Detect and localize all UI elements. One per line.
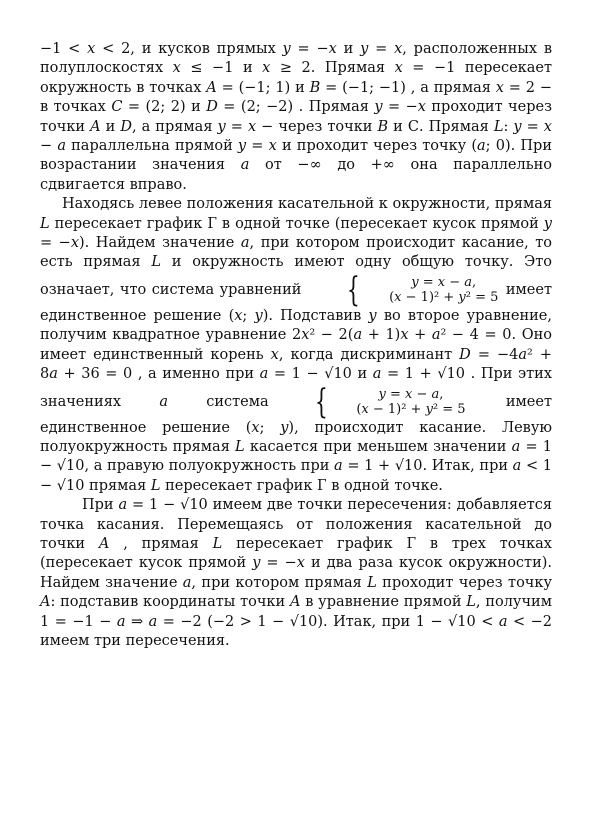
system-2-line-2: (𝑥 − 1)² + 𝑦² = 5 [356, 401, 466, 417]
system-lines [367, 275, 498, 305]
system-line-1: 𝑦 = 𝑥 − 𝑎, [411, 274, 477, 290]
system-2-brace: { [314, 381, 328, 422]
system-2-line-1: 𝑦 = 𝑥 − 𝑎, [378, 386, 444, 402]
paragraph-tangency [40, 195, 552, 496]
equation-system [303, 269, 499, 310]
paragraph-three-intersections: При 𝑎 = 1 − √10 имеем две точки пересечения: добавляется точка касания. Перемещаясь от положения касательной до точки 𝐴 , прямая 𝐿 пересекает график Г в трех точках (пересекает кусок прямой 𝑦 = −𝑥 и два раза кусок окружности). Найдем значение 𝑎, при котором прямая 𝐿 проходит через точку 𝐴: подставив координаты точки 𝐴 в уравнение прямой 𝐿, получим 1 = −1 − 𝑎 ⇒ 𝑎 = −2 (−2 > 1 − √10). Итак, при 1 − √10 < 𝑎 < −2 имеем три пересечения. [40, 497, 552, 649]
system-brace: { [347, 269, 361, 310]
tangency-text-end: имеет единственное решение (𝑥; 𝑦), происходит касание. Левую полуокружность прямая 𝐿 касается при меньшем значении 𝑎 = 1 − √10, а правую полуокружность при 𝑎 = 1 + √10. Итак, при 𝑎 < 1 − √10 прямая 𝐿 пересекает график Г в одной точке. [40, 393, 552, 494]
tangency-text-middle: имеет единственное решение (𝑥; 𝑦). Подставив 𝑦 во второе уравнение, получим квадратное уравнение 2𝑥² − 2(𝑎 + 1)𝑥 + 𝑎² − 4 = 0. Оно имеет единственный корень 𝑥, когда дискриминант 𝐷 = −4𝑎² + 8𝑎 + 36 = 0 , а именно при 𝑎 = 1 − √10 и 𝑎 = 1 + √10 . При этих значениях 𝑎 система [40, 281, 552, 410]
tangency-text-start: Находясь левее положения касательной к окружности, прямая 𝐿 пересекает график Г в одной точке (пересекает кусок прямой 𝑦 = −𝑥). Найдем значение 𝑎, при котором происходит касание, то есть прямая 𝐿 и окружность имеют одну общую точку. Это означает, что система уравнений [40, 196, 553, 298]
system-line-2: (𝑥 − 1)² + 𝑦² = 5 [389, 289, 499, 305]
document-body [40, 40, 552, 651]
system-2-lines [334, 387, 465, 417]
paragraph-intersections: −1 < 𝑥 < 2, и кусков прямых 𝑦 = −𝑥 и 𝑦 = 𝑥, расположенных в полуплоскостях 𝑥 ≤ −1 и 𝑥 ≥ 2. Прямая 𝑥 = −1 пересекает окружность в точках 𝐴 = (−1; 1) и 𝐵 = (−1; −1) , а прямая 𝑥 = 2 − в точках 𝐶 = (2; 2) и 𝐷 = (2; −2) . Прямая 𝑦 = −𝑥 проходит через точки 𝐴 и 𝐷, а прямая 𝑦 = 𝑥 − через точки 𝐵 и С. Прямая 𝐿: 𝑦 = 𝑥 − 𝑎 параллельна прямой 𝑦 = 𝑥 и проходит через точку (𝑎; 0). При возрастании значения 𝑎 от −∞ до +∞ она параллельно сдвигается вправо. [40, 41, 552, 193]
equation-system-2 [271, 381, 466, 422]
